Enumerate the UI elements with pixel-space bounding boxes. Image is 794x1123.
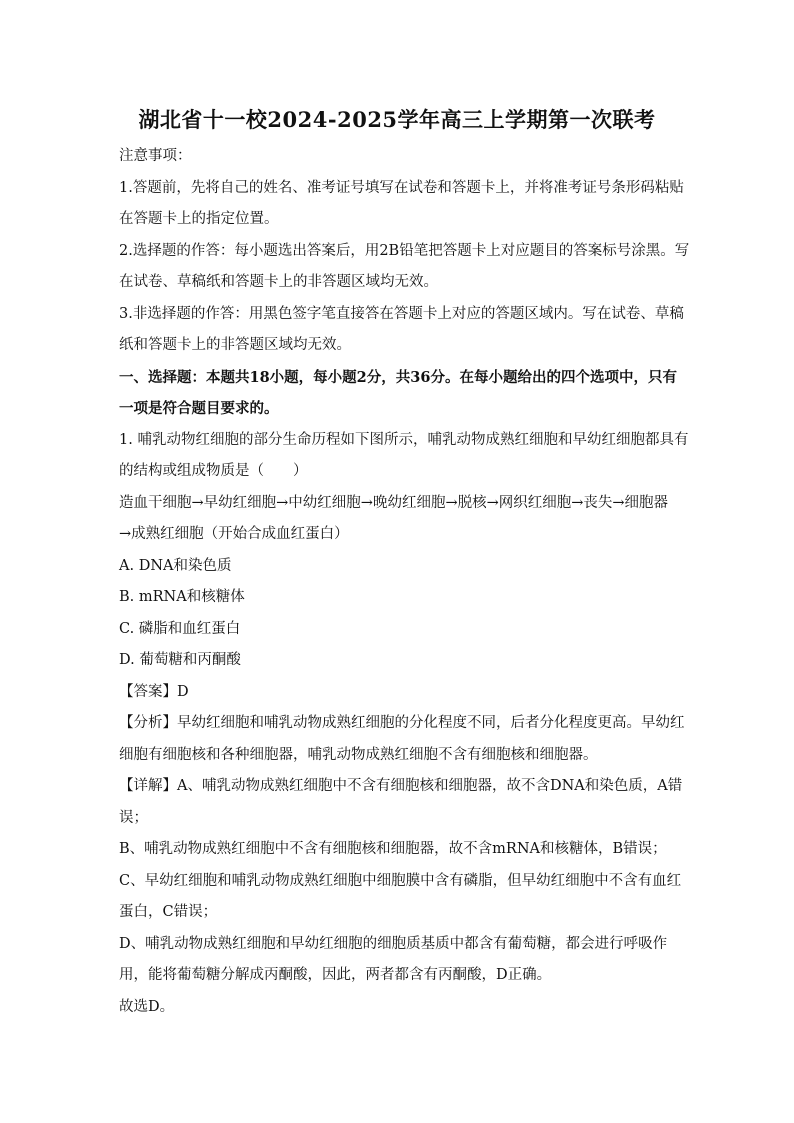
detail-line-6: D、哺乳动物成熟红细胞和早幼红细胞的细胞质基质中都含有葡萄糖，都会进行呼吸作 (119, 935, 668, 952)
analysis-line-2: 细胞有细胞核和各种细胞器，哺乳动物成熟红细胞不含有细胞核和细胞器。 (119, 746, 598, 763)
notes-item-1-line-1: 1.答题前，先将自己的姓名、准考证号填写在试卷和答题卡上，并将准考证号条形码粘贴 (119, 179, 684, 196)
answer-line: 【答案】D (119, 683, 189, 700)
notes-item-1-line-2: 在答题卡上的指定位置。 (119, 211, 279, 227)
analysis-line-1: 【分析】早幼红细胞和哺乳动物成熟红细胞的分化程度不同，后者分化程度更高。早幼红 (119, 715, 685, 731)
section-heading-line-2: 一项是符合题目要求的。 (119, 400, 279, 417)
detail-line-5: 蛋白，C错误； (119, 904, 218, 920)
question-stem-line-2: 的结构或组成物质是（ ） (119, 463, 308, 479)
option-a: A. DNA和染色质 (119, 557, 232, 574)
notes-heading: 注意事项： (119, 148, 192, 164)
detail-line-1: 【详解】A、哺乳动物成熟红细胞中不含有细胞核和细胞器，故不含DNA和染色质，A错 (119, 778, 683, 794)
notes-item-3-line-2: 纸和答题卡上的非答题区域均无效。 (119, 337, 351, 353)
notes-item-2-line-2: 在试卷、草稿纸和答题卡上的非答题区域均无效。 (119, 274, 438, 290)
option-b: B. mRNA和核糖体 (119, 589, 245, 605)
detail-line-2: 误； (119, 809, 148, 826)
detail-line-3: B、哺乳动物成熟红细胞中不含有细胞核和细胞器，故不含mRNA和核糖体，B错误； (119, 841, 667, 857)
option-d: D. 葡萄糖和丙酮酸 (119, 652, 241, 668)
question-stem-line-1: 1. 哺乳动物红细胞的部分生命历程如下图所示，哺乳动物成熟红细胞和早幼红细胞都具有 (119, 431, 689, 448)
page-title: 湖北省十一校2024-2025学年高三上学期第一次联考 (138, 107, 656, 132)
notes-item-2-line-1: 2.选择题的作答：每小题选出答案后，用2B铅笔把答题卡上对应题目的答案标号涂黑。写 (119, 242, 690, 259)
option-c: C. 磷脂和血红蛋白 (119, 620, 241, 637)
process-line-1: 造血干细胞→早幼红细胞→中幼红细胞→晚幼红细胞→脱核→网织红细胞→丧失→细胞器 (119, 494, 669, 511)
process-line-2: →成熟红细胞（开始合成血红蛋白） (119, 526, 349, 542)
document-body (119, 141, 690, 1023)
notes-item-3-line-1: 3.非选择题的作答：用黑色签字笔直接答在答题卡上对应的答题区域内。写在试卷、草稿 (119, 305, 684, 322)
detail-line-4: C、早幼红细胞和哺乳动物成熟红细胞中细胞膜中含有磷脂，但早幼红细胞中不含有血红 (119, 872, 682, 889)
detail-line-7: 用，能将葡萄糖分解成丙酮酸，因此，两者都含有丙酮酸，D正确。 (119, 967, 552, 983)
conclusion-line: 故选D。 (119, 998, 175, 1015)
section-heading-line-1: 一、选择题：本题共18小题，每小题2分，共36分。在每小题给出的四个选项中，只有 (119, 368, 677, 386)
